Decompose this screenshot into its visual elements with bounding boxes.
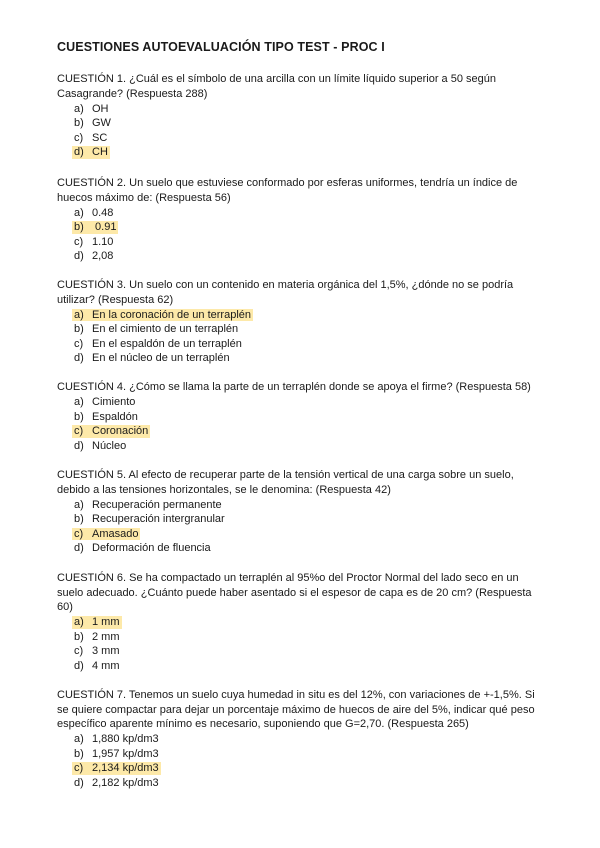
option-letter: b): [74, 747, 84, 760]
question-text: CUESTIÓN 7. Tenemos un suelo cuya humedad in situ es del 12%, con variaciones de +-1,5%. Si se quiere compactar para dejar un porcentaje máximo de huecos de aire del 5%, indicar qué peso específico aparente mínimo es necesario, suponiendo que G=2,70. (Respuesta 265): [57, 689, 535, 731]
question-block: [57, 688, 547, 791]
option-text: En la coronación de un terraplén: [92, 308, 251, 321]
answer-option: [57, 337, 547, 352]
option-text: 1,880 kp/dm3: [92, 733, 159, 746]
answer-option-correct: [57, 615, 547, 630]
option-letter: a): [74, 498, 84, 511]
answer-option: [57, 541, 547, 556]
option-letter: a): [74, 102, 84, 115]
answer-option: [57, 644, 547, 659]
answer-option: [57, 512, 547, 527]
answer-option: [57, 249, 547, 264]
option-letter: a): [74, 616, 84, 629]
answer-option: [57, 410, 547, 425]
option-text: 1.10: [92, 235, 114, 248]
answer-option-correct: [57, 145, 547, 160]
question-text: CUESTIÓN 6. Se ha compactado un terraplén al 95%o del Proctor Normal del lado seco en un suelo adecuado. ¿Cuánto puede haber asentado si el espesor de capa es de 20 cm? (Respuesta 60): [57, 572, 532, 614]
answer-option: [57, 351, 547, 366]
option-letter: a): [74, 308, 84, 321]
option-text: Espaldón: [92, 410, 138, 423]
answer-option: [57, 102, 547, 117]
option-text: 3 mm: [92, 645, 120, 658]
option-text: 0.91: [92, 221, 117, 234]
option-text: En el núcleo de un terraplén: [92, 352, 230, 365]
option-letter: b): [74, 117, 84, 130]
option-letter: c): [74, 762, 84, 775]
answer-options: [57, 308, 547, 366]
option-text: Deformación de fluencia: [92, 542, 211, 555]
option-text: Recuperación permanente: [92, 498, 222, 511]
option-letter: c): [74, 425, 84, 438]
option-letter: c): [74, 337, 84, 350]
option-text: 2,134 kp/dm3: [92, 762, 159, 775]
question-text: CUESTIÓN 4. ¿Cómo se llama la parte de un terraplén donde se apoya el firme? (Respuesta 58): [57, 381, 531, 393]
answer-option: [57, 659, 547, 674]
option-letter: a): [74, 733, 84, 746]
option-text: 0.48: [92, 206, 114, 219]
page-title: CUESTIONES AUTOEVALUACIÓN TIPO TEST - PROC I: [57, 40, 385, 54]
option-text: Amasado: [92, 527, 139, 540]
option-letter: b): [74, 221, 84, 234]
answer-option: [57, 498, 547, 513]
option-letter: b): [74, 513, 84, 526]
question-block: [57, 176, 547, 264]
answer-option: [57, 732, 547, 747]
option-text: Cimiento: [92, 396, 136, 409]
question-block: [57, 571, 547, 674]
answer-options: [57, 395, 547, 453]
option-letter: d): [74, 660, 84, 673]
option-letter: d): [74, 542, 84, 555]
option-letter: d): [74, 439, 84, 452]
question-block: [57, 468, 547, 556]
option-letter: b): [74, 323, 84, 336]
option-text: 2,08: [92, 250, 114, 263]
answer-options: [57, 498, 547, 556]
option-letter: b): [74, 630, 84, 643]
question-text: CUESTIÓN 3. Un suelo con un contenido en materia orgánica del 1,5%, ¿dónde no se podría utilizar? (Respuesta 62): [57, 279, 514, 306]
option-letter: d): [74, 250, 84, 263]
question-block: [57, 278, 547, 366]
option-text: CH: [92, 146, 108, 159]
answer-option: [57, 206, 547, 221]
option-letter: d): [74, 352, 84, 365]
question-text: CUESTIÓN 5. Al efecto de recuperar parte de la tensión vertical de una carga sobre un suelo, debido a las tensiones horizontales, se le denomina: (Respuesta 42): [57, 469, 514, 496]
option-letter: a): [74, 396, 84, 409]
option-letter: d): [74, 146, 84, 159]
option-text: Recuperación intergranular: [92, 513, 225, 526]
answer-options: [57, 102, 547, 160]
option-text: 2 mm: [92, 630, 120, 643]
option-text: OH: [92, 102, 109, 115]
option-text: En el cimiento de un terraplén: [92, 323, 239, 336]
option-letter: c): [74, 131, 84, 144]
option-text: Coronación: [92, 425, 149, 438]
answer-options: [57, 615, 547, 673]
option-letter: b): [74, 410, 84, 423]
option-letter: c): [74, 235, 84, 248]
option-letter: d): [74, 777, 84, 790]
option-text: Núcleo: [92, 439, 127, 452]
question-block: [57, 72, 547, 160]
answer-option: [57, 116, 547, 131]
question-text: CUESTIÓN 2. Un suelo que estuviese conformado por esferas uniformes, tendría un índice de huecos máximo de: (Respuesta 56): [57, 177, 518, 204]
answer-option: [57, 776, 547, 791]
option-text: 1,957 kp/dm3: [92, 747, 159, 760]
option-text: GW: [92, 117, 111, 130]
option-text: 2,182 kp/dm3: [92, 777, 159, 790]
answer-option: [57, 131, 547, 146]
answer-option-correct: [57, 761, 547, 776]
option-text: En el espaldón de un terraplén: [92, 337, 242, 350]
answer-option: [57, 439, 547, 454]
answer-option: [57, 630, 547, 645]
answer-options: [57, 732, 547, 790]
answer-option-correct: [57, 308, 547, 323]
question-block: [57, 380, 547, 453]
option-letter: a): [74, 206, 84, 219]
option-letter: c): [74, 645, 84, 658]
answer-option: [57, 395, 547, 410]
answer-option-correct: [57, 424, 547, 439]
answer-option-correct: [57, 527, 547, 542]
answer-option: [57, 235, 547, 250]
option-text: SC: [92, 131, 108, 144]
option-text: 1 mm: [92, 616, 120, 629]
option-text: 4 mm: [92, 660, 120, 673]
question-text: CUESTIÓN 1. ¿Cuál es el símbolo de una arcilla con un límite líquido superior a 50 según Casagrande? (Respuesta 288): [57, 73, 496, 100]
answer-option: [57, 322, 547, 337]
answer-option-correct: [57, 220, 547, 235]
option-letter: c): [74, 527, 84, 540]
answer-options: [57, 206, 547, 264]
answer-option: [57, 747, 547, 762]
